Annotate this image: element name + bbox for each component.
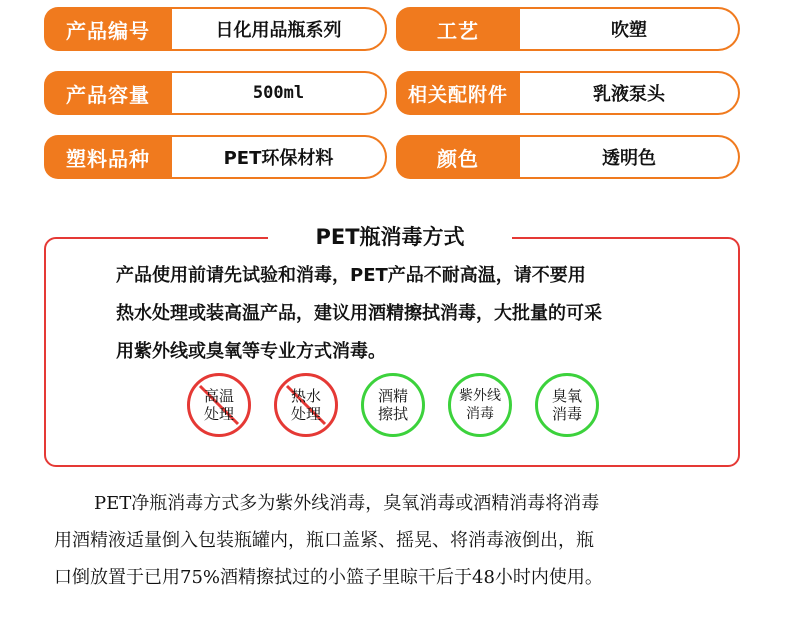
description-line: 用酒精液适量倒入包装瓶罐内，瓶口盖紧、摇晃、将消毒液倒出，瓶 xyxy=(54,530,594,551)
method-label: 高温 xyxy=(203,387,234,405)
spec-row-material xyxy=(44,135,387,179)
spec-row-accessories xyxy=(396,71,740,115)
method-ozone-icon xyxy=(535,373,599,437)
method-label: 酒精 xyxy=(377,387,408,405)
method-label: 消毒 xyxy=(466,406,494,422)
spec-label: 颜色 xyxy=(396,135,520,179)
spec-label: 产品容量 xyxy=(44,71,172,115)
spec-label: 工艺 xyxy=(396,7,520,51)
disinfection-title: PET瓶消毒方式 xyxy=(268,224,512,250)
spec-value: 透明色 xyxy=(520,135,740,179)
method-hot-water-prohibited-icon xyxy=(274,373,338,437)
method-label: 臭氧 xyxy=(551,387,582,405)
method-alcohol-icon xyxy=(361,373,425,437)
spec-value: 吹塑 xyxy=(520,7,740,51)
spec-value: 乳液泵头 xyxy=(520,71,740,115)
spec-label: 相关配附件 xyxy=(396,71,520,115)
spec-label: 塑料品种 xyxy=(44,135,172,179)
disinfection-text-line: 产品使用前请先试验和消毒，PET产品不耐高温，请不要用 xyxy=(116,265,586,286)
method-label: 消毒 xyxy=(551,405,582,423)
spec-label: 产品编号 xyxy=(44,7,172,51)
method-label: 擦拭 xyxy=(377,405,408,423)
method-uv-icon xyxy=(448,373,512,437)
disinfection-text-line: 用紫外线或臭氧等专业方式消毒。 xyxy=(116,341,386,362)
description-line: 口倒放置于已用75%酒精擦拭过的小篮子里晾干后于48小时内使用。 xyxy=(54,567,603,588)
spec-value: 日化用品瓶系列 xyxy=(172,7,387,51)
method-label: 热水 xyxy=(290,387,321,405)
spec-row-process xyxy=(396,7,740,51)
method-high-temp-prohibited-icon xyxy=(187,373,251,437)
spec-value: 500ml xyxy=(172,71,387,115)
spec-row-product-code xyxy=(44,7,387,51)
spec-row-capacity xyxy=(44,71,387,115)
description-line: PET净瓶消毒方式多为紫外线消毒，臭氧消毒或酒精消毒将消毒 xyxy=(94,493,600,514)
method-label: 处理 xyxy=(203,405,234,423)
spec-row-color xyxy=(396,135,740,179)
method-label: 处理 xyxy=(290,405,321,423)
disinfection-text-line: 热水处理或装高温产品，建议用酒精擦拭消毒，大批量的可采 xyxy=(116,303,602,324)
spec-value: PET环保材料 xyxy=(172,135,387,179)
method-label: 紫外线 xyxy=(459,388,501,404)
